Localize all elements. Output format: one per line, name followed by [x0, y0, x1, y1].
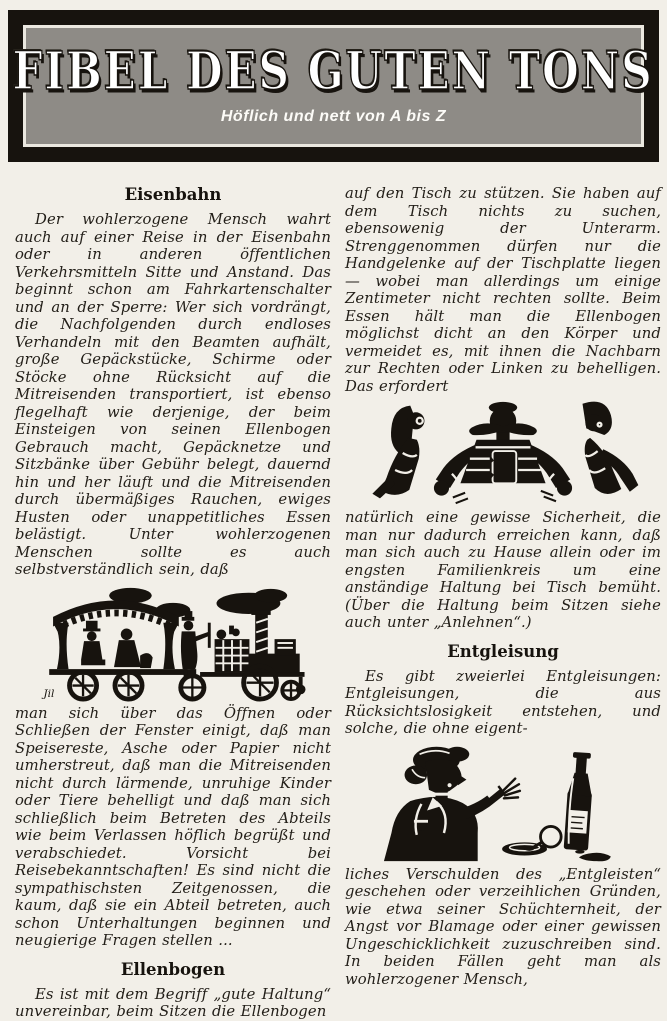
paragraph-eisenbahn-1: Der wohlerzogene Mensch wahrt auch auf einer Reise in der Eisenbahn oder in anderen öffentlichen Verkehrsmitteln Sitte und Anstand. Das beginnt schon am Fahrkartenschalter und an der Sperre: Wer sich vordrängt, die Nachfolgenden durch endloses Verhandeln mit den Beamten aufhält, große Gepäckstücke, Schirme oder Stöcke ohne Rücksicht auf die Mitreisenden transportiert, ist ebenso flegelhaft wie derjenige, der beim Einsteigen von seinen Ellenbogen Gebrauch macht, Gepäcknetze und Sitzbänke über Gebühr belegt, dauernd hin und her läuft und die Mitreisenden durch übermäßiges Rauchen, ewiges Husten oder unappetitliches Essen belästigt. Unter wohlerzogenen Menschen sollte es auch selbstverständlich sein, daß	[15, 211, 331, 578]
section-heading-ellenbogen: Ellenbogen	[120, 959, 226, 979]
spill-scene-illustration	[345, 743, 661, 863]
paragraph-entgleisung-2: liches Verschulden des „Entgleisten“ geschehen oder verzeihlichen Gründen, wie etwa seiner Schüchternheit, der Angst vor Blamage oder einer gewissen Ungeschicklichkeit zuzuschreiben sind. In beiden Fällen geht man als wohlerzogener Mensch,	[345, 865, 661, 988]
steam-train-icon	[37, 584, 309, 702]
section-heading-eisenbahn: Eisenbahn	[124, 185, 222, 204]
section-heading-entgleisung: Entgleisung	[447, 641, 559, 661]
woman-spilled-glass-icon	[364, 743, 642, 863]
elbows-at-table-icon	[360, 400, 646, 506]
page-subtitle: Höflich und nett von A bis Z	[220, 107, 447, 125]
paragraph-entgleisung-1: Es gibt zweierlei Entgleisungen: Entgleisungen, die aus Rücksichtslosigkeit entstehen, und solche, die ohne eigent-	[345, 667, 661, 737]
artist-signature: Jil	[43, 686, 55, 700]
paragraph-ellenbogen-3: natürlich eine gewisse Sicherheit, die man nur dadurch erreichen kann, daß man sich auch zu Hause allein oder im engsten Familienkreis um eine anständige Haltung bei Tisch bemüht. (Über die Haltung beim Sitzen siehe auch unter „Anlehnen“.)	[345, 509, 661, 631]
masthead-panel	[12, 25, 655, 147]
paragraph-ellenbogen-1: Es ist mit dem Begriff „gute Haltung“ unvereinbar, beim Sitzen die Ellenbogen	[15, 985, 331, 1020]
left-column	[15, 185, 331, 1021]
paragraph-ellenbogen-2: auf den Tisch zu stützen. Sie haben auf dem Tisch nichts zu suchen, ebensowenig der Unterarm. Strenggenommen dürfen nur die Handgelenke auf der Tischplatte liegen — wobei man allerdings um einige Zentimeter nicht rechten sollte. Beim Essen hält man die Ellenbogen möglichst dicht an den Körper und vermeidet es, mit ihnen die Nachbarn zur Rechten oder Linken zu behelligen. Das erfordert	[345, 185, 661, 395]
page-body	[15, 185, 661, 1021]
table-scene-illustration	[345, 400, 661, 506]
masthead	[8, 10, 659, 162]
page-title: FIBEL DES GUTEN TONS	[12, 40, 655, 102]
right-column	[345, 185, 661, 1021]
train-illustration	[15, 584, 331, 702]
paragraph-eisenbahn-2: man sich über das Öffnen oder Schließen der Fenster einigt, daß man Speisereste, Asche oder Papier nicht umherstreut, daß man die Mitreisenden nicht durch lärmende, unruhige Kinder oder Tiere behelligt und daß man sich schließlich beim Betreten des Abteils wie beim Verlassen höflich begrüßt und verabschiedet. Vorsicht bei Reisebekanntschaften! Es sind nicht die sympathischsten Zeitgenossen, die kaum, daß sie ein Abteil betreten, auch schon Unterhaltungen beginnen und neugierige Fragen stellen ...	[15, 704, 331, 949]
